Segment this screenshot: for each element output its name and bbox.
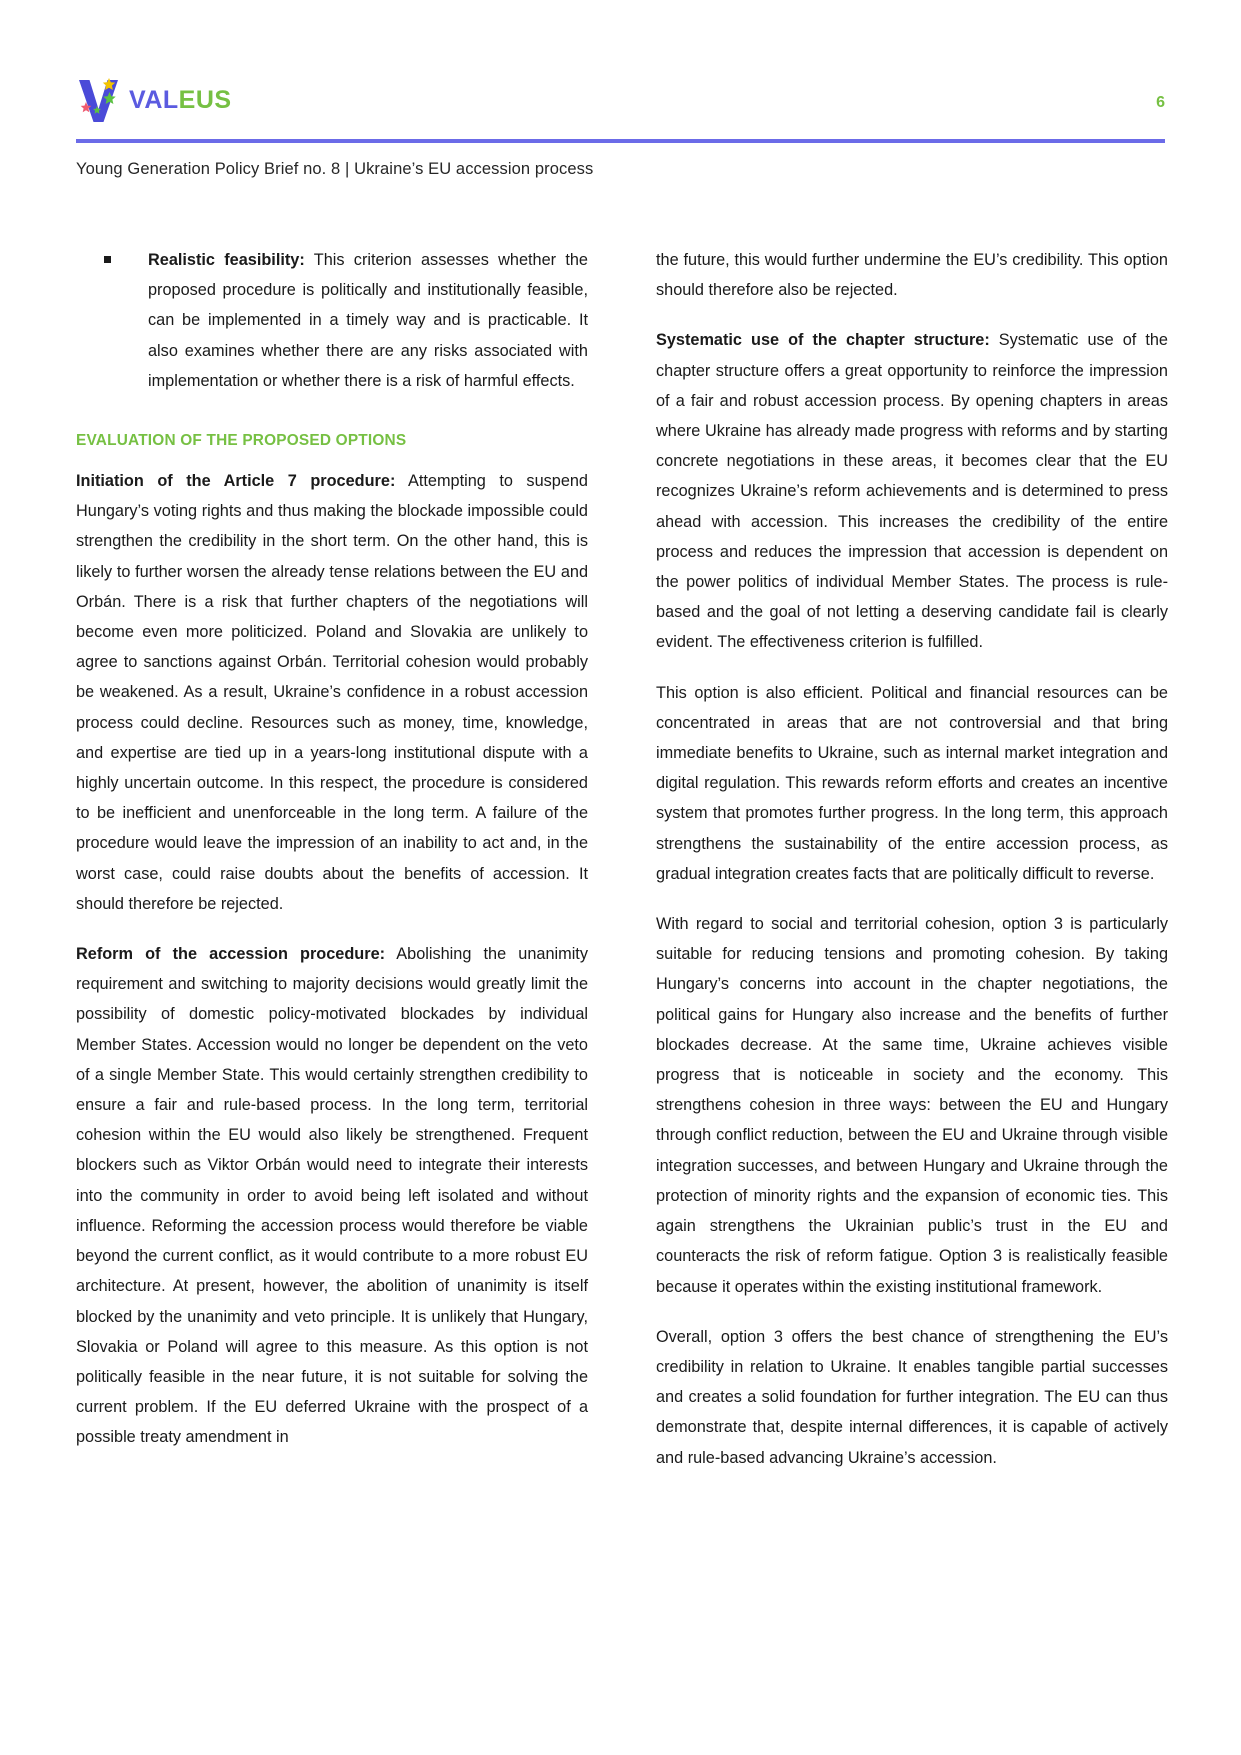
section-heading: EVALUATION OF THE PROPOSED OPTIONS <box>76 432 407 450</box>
criteria-bullet-list <box>76 245 588 396</box>
valeus-logo <box>76 72 232 128</box>
right-column <box>656 245 1168 1473</box>
paragraph-lead-label: Systematic use of the chapter structure: <box>656 331 990 350</box>
page-header <box>76 72 1165 142</box>
header-divider <box>76 139 1165 143</box>
paragraph-text: Systematic use of the chapter structure offers a great opportunity to reinforce the impression of a fair and robust accession process. By opening chapters in areas where Ukraine has already made progress with reforms and by starting concrete negotiations in these areas, it becomes clear that the EU recognizes Ukraine’s reform achievements and is determined to press ahead with accession. This increases the credibility of the entire process and reduces the impression that accession is dependent on the power politics of individual Member States. The process is rule-based and the goal of not letting a deserving candidate fail is clearly evident. The effectiveness criterion is fulfilled. <box>656 331 1168 652</box>
document-subtitle: Young Generation Policy Brief no. 8 | Ukraine’s EU accession process <box>76 160 594 178</box>
list-item <box>76 245 588 396</box>
paragraph-lead-label: Reform of the accession procedure: <box>76 945 386 964</box>
valeus-v-logo-icon <box>76 76 122 124</box>
paragraph <box>656 1322 1168 1473</box>
bullet-square-icon <box>104 256 111 263</box>
logo-text-primary: VAL <box>129 85 179 114</box>
paragraph-lead-label: Initiation of the Article 7 procedure: <box>76 472 396 491</box>
paragraph <box>656 245 1168 305</box>
page-number: 6 <box>1156 94 1165 111</box>
left-column <box>76 245 588 1473</box>
two-column-body <box>76 245 1168 1473</box>
paragraph-text: Overall, option 3 offers the best chance of strengthening the EU’s credibility in relation to Ukraine. It enables tangible partial successes and creates a solid foundation for further integration. The EU can thus demonstrate that, despite internal differences, it is capable of actively and rule-based advancing Ukraine’s accession. <box>656 1327 1168 1467</box>
paragraph <box>76 939 588 1452</box>
bullet-text: This criterion assesses whether the proposed procedure is politically and institutionally feasible, can be implemented in a timely way and is practicable. It also examines whether there are any risks associated with implementation or whether there is a risk of harmful effects. <box>148 251 588 390</box>
paragraph-text: With regard to social and territorial cohesion, option 3 is particularly suitable for reducing tensions and promoting cohesion. By taking Hungary’s concerns into account in the chapter negotiations, the political gains for Hungary also increase and the benefits of further blockades decrease. At the same time, Ukraine achieves visible progress that is noticeable in society and the economy. This strengthens cohesion in three ways: between the EU and Hungary through conflict reduction, between the EU and Ukraine through visible integration successes, and between Hungary and Ukraine through the protection of minority rights and the expansion of economic ties. This again strengthens the Ukrainian public’s trust in the EU and counteracts the risk of reform fatigue. Option 3 is realistically feasible because it operates within the existing institutional framework. <box>656 915 1168 1296</box>
paragraph <box>656 909 1168 1302</box>
paragraph <box>76 466 588 919</box>
paragraph-text: Attempting to suspend Hungary’s voting rights and thus making the blockade impossible could strengthen the credibility in the short term. On the other hand, this is likely to further worsen the already tense relations between the EU and Orbán. There is a risk that further chapters of the negotiations will become even more politicized. Poland and Slovakia are unlikely to agree to sanctions against Orbán. Territorial cohesion would probably be weakened. As a result, Ukraine’s confidence in a robust accession process could decline. Resources such as money, time, knowledge, and expertise are tied up in a years-long institutional dispute with a highly uncertain outcome. In this respect, the procedure is considered to be inefficient and unenforceable in the long term. A failure of the procedure would leave the impression of an inability to act and, in the worst case, could raise doubts about the benefits of accession. It should therefore be rejected. <box>76 472 588 913</box>
paragraph <box>656 325 1168 657</box>
logo-text-secondary: EUS <box>178 85 232 114</box>
paragraph-text: the future, this would further undermine the EU’s credibility. This option should therefore also be rejected. <box>656 251 1168 300</box>
valeus-wordmark <box>129 85 232 114</box>
paragraph <box>656 678 1168 889</box>
paragraph-text: Abolishing the unanimity requirement and switching to majority decisions would greatly limit the possibility of domestic policy-motivated blockades by individual Member States. Accession would no longer be dependent on the veto of a single Member State. This would certainly strengthen credibility to ensure a fair and rule-based process. In the long term, territorial cohesion within the EU would also likely be strengthened. Frequent blockers such as Viktor Orbán would need to integrate their interests into the community in order to avoid being left isolated and without influence. Reforming the accession process would therefore be viable beyond the current conflict, as it would contribute to a more robust EU architecture. At present, however, the abolition of unanimity is itself blocked by the unanimity and veto principle. It is unlikely that Hungary, Slovakia or Poland will agree to this measure. As this option is not politically feasible in the near future, it is not suitable for solving the current problem. If the EU deferred Ukraine with the prospect of a possible treaty amendment in <box>76 945 588 1447</box>
bullet-lead-label: Realistic feasibility: <box>148 251 305 269</box>
paragraph-text: This option is also efficient. Political and financial resources can be concentrated in areas that are not controversial and that bring immediate benefits to Ukraine, such as internal market integration and digital regulation. This rewards reform efforts and creates an incentive system that promotes further progress. In the long term, this approach strengthens the sustainability of the entire accession process, as gradual integration creates facts that are politically difficult to reverse. <box>656 683 1168 883</box>
